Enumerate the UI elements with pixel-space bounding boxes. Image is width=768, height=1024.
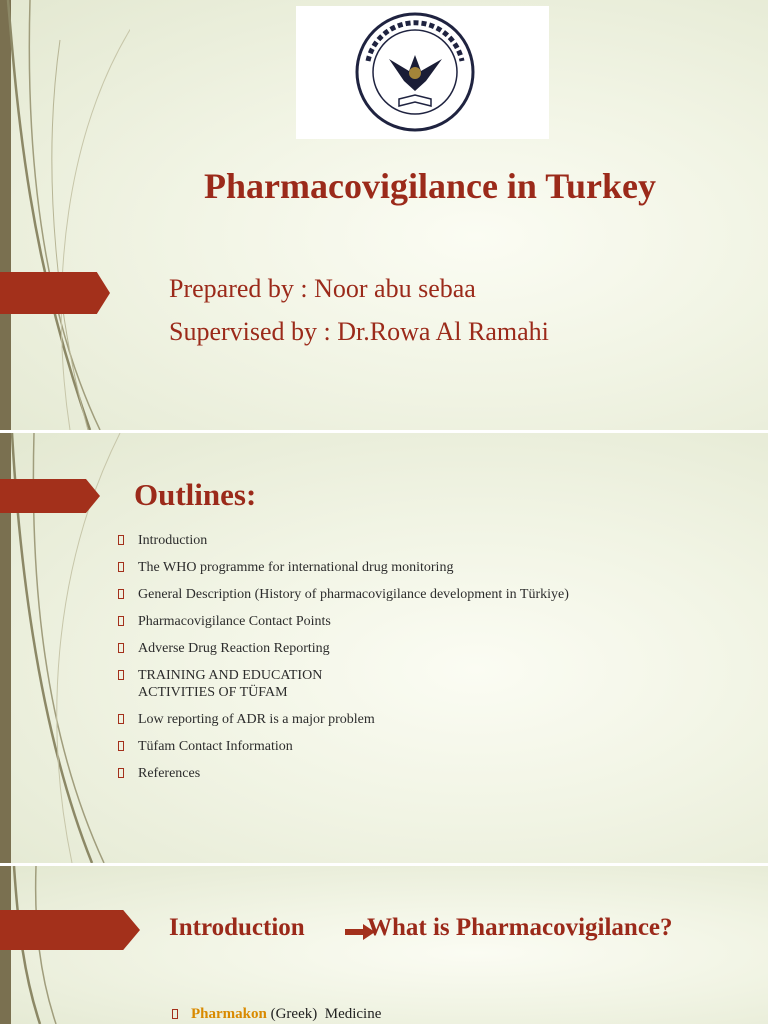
list-item: Pharmacovigilance Contact Points xyxy=(118,613,758,630)
term-definition: (Greek) Medicine xyxy=(266,1006,382,1022)
intro-heading: Introduction xyxy=(169,914,305,941)
logo-panel xyxy=(296,6,549,139)
slide-introduction xyxy=(0,866,768,1024)
slide-title xyxy=(0,0,768,430)
outlines-heading: Outlines: xyxy=(134,477,257,512)
intro-question: What is Pharmacovigilance? xyxy=(367,914,673,941)
supervised-by: Supervised by : Dr.Rowa Al Ramahi xyxy=(169,317,549,346)
term-word: Pharmakon xyxy=(191,1006,267,1022)
square-bullet-icon xyxy=(118,535,124,545)
red-arrow-marker xyxy=(0,479,100,513)
square-bullet-icon xyxy=(118,741,124,751)
list-item: The WHO programme for international drug monitoring xyxy=(118,559,758,576)
list-item: Low reporting of ADR is a major problem xyxy=(118,711,758,728)
list-item: TRAINING AND EDUCATION ACTIVITIES OF TÜFAM xyxy=(118,667,758,701)
university-seal-icon xyxy=(354,11,476,133)
presentation-title: Pharmacovigilance in Turkey xyxy=(203,166,657,206)
list-item: General Description (History of pharmacovigilance development in Türkiye) xyxy=(118,586,758,603)
list-item: References xyxy=(118,765,758,782)
list-item: Tüfam Contact Information xyxy=(118,738,758,755)
decorative-swoosh xyxy=(0,0,130,430)
square-bullet-icon xyxy=(118,670,124,680)
definition-line xyxy=(172,1006,381,1023)
outline-list xyxy=(118,532,758,792)
red-arrow-marker xyxy=(0,910,140,950)
square-bullet-icon xyxy=(118,714,124,724)
slide-outlines xyxy=(0,433,768,863)
list-item: Adverse Drug Reaction Reporting xyxy=(118,640,758,657)
list-item: Introduction xyxy=(118,532,758,549)
square-bullet-icon xyxy=(118,768,124,778)
square-bullet-icon xyxy=(118,562,124,572)
square-bullet-icon xyxy=(118,589,124,599)
square-bullet-icon xyxy=(118,616,124,626)
prepared-by: Prepared by : Noor abu sebaa xyxy=(169,274,476,303)
square-bullet-icon xyxy=(118,643,124,653)
red-arrow-marker xyxy=(0,272,110,314)
square-bullet-icon xyxy=(172,1009,178,1019)
